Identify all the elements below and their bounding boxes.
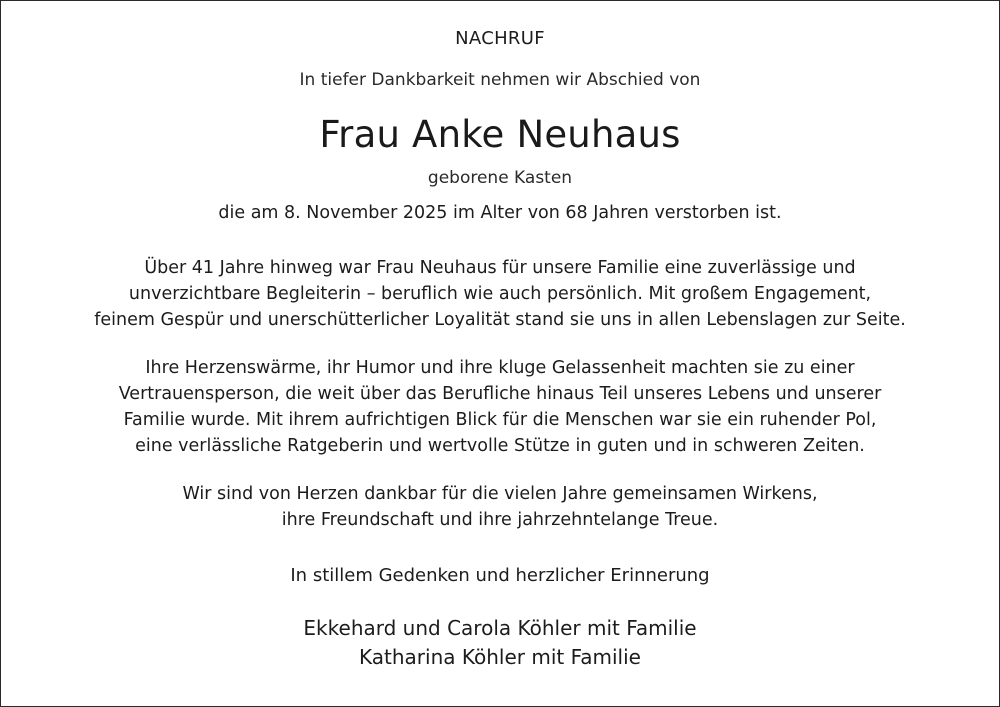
paragraph-line: ihre Freundschaft und ihre jahrzehntelange Treue. — [281, 510, 719, 530]
paragraph-2 — [0, 355, 1000, 459]
death-info: die am 8. November 2025 im Alter von 68 Jahren verstorben ist. — [218, 203, 782, 223]
paragraph-3 — [0, 481, 1000, 533]
paragraph-line: Ihre Herzenswärme, ihr Humor und ihre kluge Gelassenheit machten sie zu einer — [145, 358, 855, 378]
paragraph-line: unverzichtbare Begleiterin – beruflich wie auch persönlich. Mit großem Engagement, — [128, 284, 872, 304]
paragraph-line: eine verlässliche Ratgeberin und wertvolle Stütze in guten und in schweren Zeiten. — [135, 436, 865, 456]
paragraph-1 — [0, 255, 1000, 333]
maiden-name: geborene Kasten — [427, 168, 573, 188]
paragraph-line: Vertrauensperson, die weit über das Berufliche hinaus Teil unseres Lebens und unserer — [118, 384, 882, 404]
signers — [0, 614, 1000, 672]
paragraph-line: Familie wurde. Mit ihrem aufrichtigen Blick für die Menschen war sie ein ruhender Pol, — [123, 410, 877, 430]
signer-line: Ekkehard und Carola Köhler mit Familie — [303, 616, 697, 640]
signer-line: Katharina Köhler mit Familie — [359, 645, 641, 669]
notice-heading: NACHRUF — [455, 28, 545, 49]
paragraph-line: Über 41 Jahre hinweg war Frau Neuhaus für unsere Familie eine zuverlässige und — [144, 258, 856, 278]
paragraph-line: Wir sind von Herzen dankbar für die vielen Jahre gemeinsamen Wirkens, — [182, 484, 818, 504]
intro-text: In tiefer Dankbarkeit nehmen wir Abschied von — [299, 70, 701, 90]
remembrance-text: In stillem Gedenken und herzlicher Erinnerung — [290, 565, 710, 586]
paragraph-line: feinem Gespür und unerschütterlicher Loyalität stand sie uns in allen Lebenslagen zur Seite. — [94, 310, 906, 330]
deceased-name: Frau Anke Neuhaus — [319, 113, 681, 156]
